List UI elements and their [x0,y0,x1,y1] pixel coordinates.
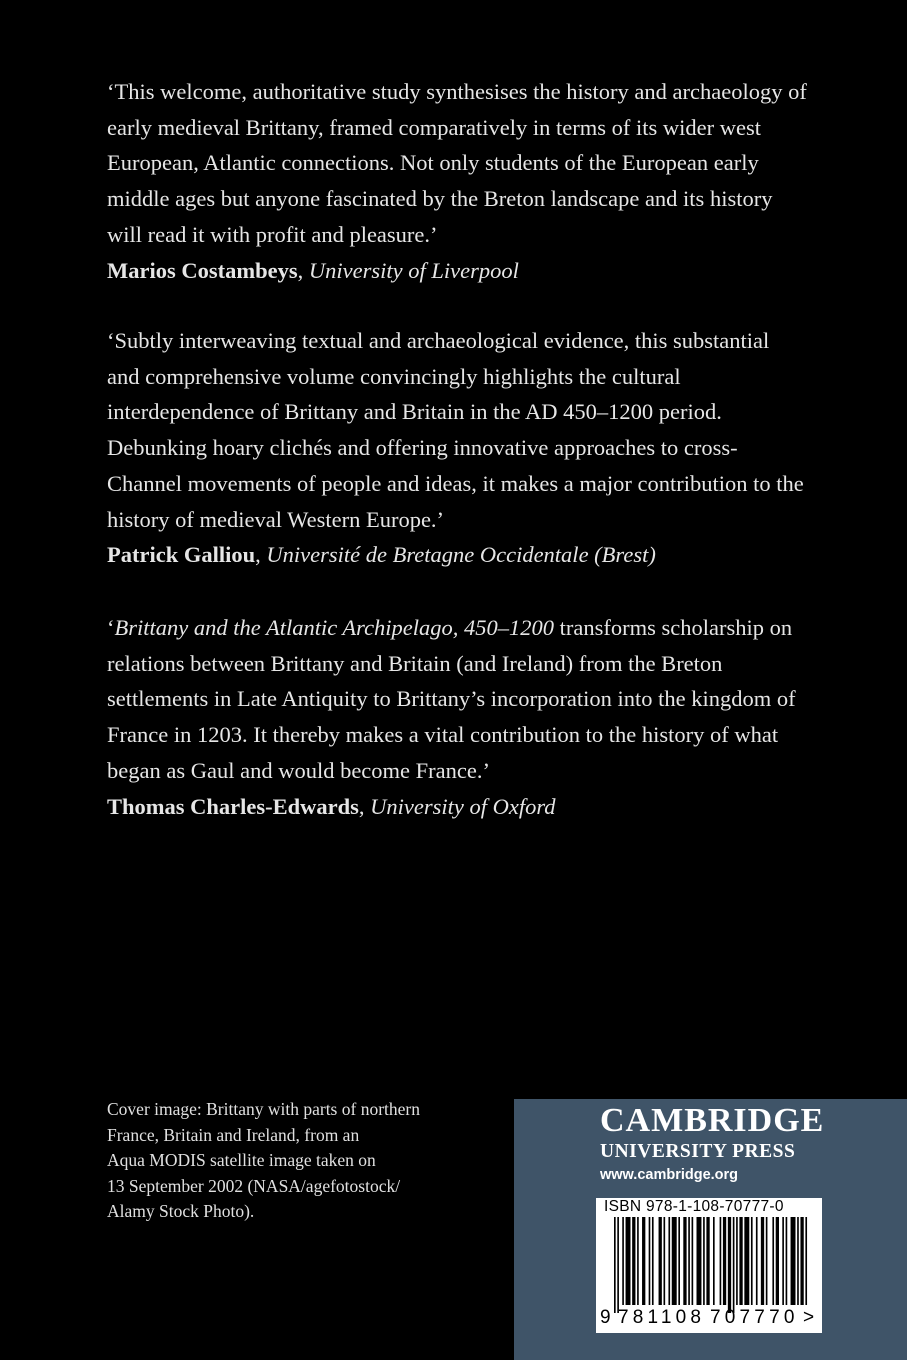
reviewer-name: Marios Costambeys [107,257,298,283]
reviewer-institution: University of Oxford [370,793,556,819]
reviewer-name: Thomas Charles-Edwards [107,793,359,819]
quote-attribution [107,253,807,289]
barcode-bar [782,1217,784,1305]
attribution-separator: , [255,542,267,568]
barcode-bar [617,1217,619,1313]
quote-text [107,610,807,789]
publisher-subtitle: UNIVERSITY PRESS [600,1141,796,1162]
attribution-separator: , [297,257,309,283]
review-quote-1 [107,74,807,288]
barcode-bar [776,1217,779,1305]
publisher-panel [514,1099,907,1360]
barcode-bar [626,1217,631,1305]
barcode-bar [751,1217,753,1305]
barcode-bar [678,1217,680,1305]
review-quote-2 [107,323,807,573]
barcode-bar [672,1217,677,1305]
credit-line: Cover image: Brittany with parts of northern [107,1099,420,1119]
barcode-bar [688,1217,690,1305]
credit-line: Alamy Stock Photo). [107,1201,255,1221]
publisher-name: CAMBRIDGE [600,1102,825,1139]
isbn-barcode [596,1198,822,1333]
barcode-bar [713,1217,715,1305]
barcode-bar [668,1217,670,1305]
barcode-bar [683,1217,686,1305]
barcode-bar [739,1217,742,1305]
reviewer-institution: University of Liverpool [308,257,519,283]
barcode-bar [733,1217,735,1313]
quote-attribution [107,789,807,825]
barcode-bar [797,1217,799,1305]
barcode-bar [736,1217,738,1305]
quote-body: transforms scholarship on relations between Brittany and Britain (and Ireland) from the Breton settlements in Late Antiquity to Brittany’s incorporation into the kingdom of France in 1203. It thereby makes a vital contribution to the history of what began as Gaul and would become France.’ [107,615,796,783]
barcode-bar [642,1217,645,1305]
open-quote-mark: ‘ [107,615,115,640]
barcode-bar [766,1217,768,1305]
barcode-bar [756,1217,758,1305]
cover-image-credit [107,1097,487,1225]
quote-attribution [107,537,807,573]
barcode-lead-digit: 9 [600,1307,611,1328]
isbn-label: ISBN 978-1-108-70777-0 [604,1198,784,1215]
barcode-bar [791,1217,796,1305]
credit-line: Aqua MODIS satellite image taken on [107,1150,376,1170]
barcode-bar [720,1217,722,1305]
quote-text: ‘Subtly interweaving textual and archaeological evidence, this substantial and comprehensive volume convincingly highlights the cultural interdependence of Brittany and Britain in the AD 450–1200 period. Debunking hoary clichés and offering innovative approaches to cross-Channel movements of people and ideas, it makes a major contribution to the history of medieval Western Europe.’ [107,328,804,532]
barcode-bar [723,1217,726,1305]
barcode-bar [761,1217,764,1305]
barcode-bars-icon [602,1217,816,1313]
barcode-right-group: 707770 [710,1307,799,1328]
barcode-bar [652,1217,654,1305]
barcode-bar [692,1217,694,1305]
barcode-bar [772,1217,774,1305]
quote-text: ‘This welcome, authoritative study synthesises the history and archaeology of early medieval Brittany, framed comparatively in terms of its wider west European, Atlantic connections. Not only students of the European early middle ages but anyone fascinated by the Breton landscape and its history will read it with profit and pleasure.’ [107,79,807,247]
barcode-bar [744,1217,749,1305]
barcode-bar [697,1217,702,1305]
barcode-bar [637,1217,639,1305]
barcode-bar [614,1217,616,1313]
reviewer-institution: Université de Bretagne Occidentale (Brest) [266,542,656,568]
barcode-bar [800,1217,803,1305]
barcode-bar [649,1217,651,1305]
attribution-separator: , [358,793,371,819]
barcode-bar [632,1217,635,1305]
book-title: Brittany and the Atlantic Archipelago, 450–1200 [114,615,555,640]
barcode-bar [786,1217,788,1305]
barcode-bar [703,1217,705,1305]
reviewer-name: Patrick Galliou [107,542,256,568]
barcode-bar [664,1217,666,1305]
credit-line: France, Britain and Ireland, from an [107,1124,360,1145]
barcode-bar [659,1217,662,1305]
barcode-end-mark: > [803,1307,815,1328]
barcode-bar [622,1217,624,1305]
review-quote-3 [107,610,807,824]
barcode-left-group: 781108 [618,1307,706,1328]
credit-line: 13 September 2002 (NASA/agefotostock/ [107,1175,401,1196]
barcode-bar [728,1217,731,1313]
publisher-url: www.cambridge.org [600,1167,739,1183]
barcode-bar [805,1217,807,1305]
barcode-bar [706,1217,709,1305]
